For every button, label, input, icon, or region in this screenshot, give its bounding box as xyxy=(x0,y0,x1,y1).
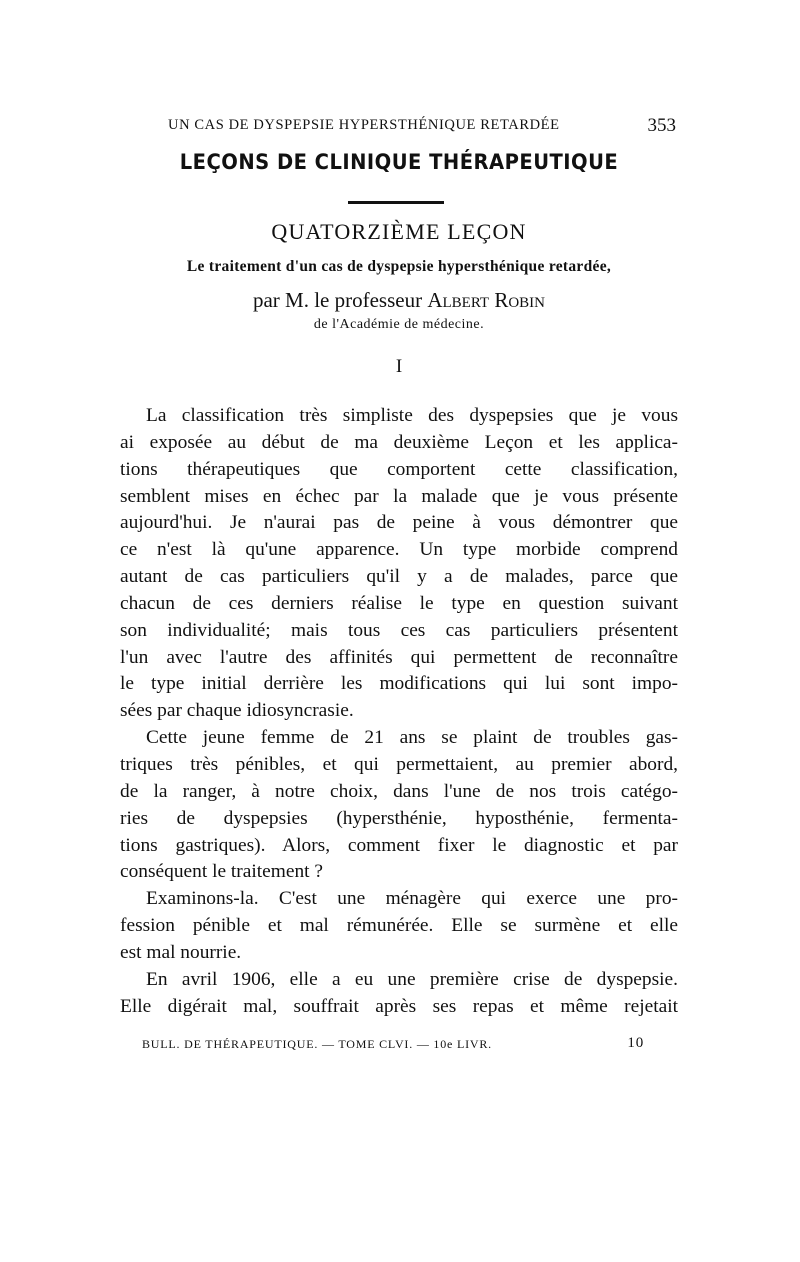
title-divider xyxy=(348,201,444,204)
body-text xyxy=(120,403,678,1020)
section-title: LEÇONS DE CLINIQUE THÉRAPEUTIQUE xyxy=(179,150,619,174)
author-name: Albert Robin xyxy=(427,288,546,312)
text-line: La classification très simpliste des dyspepsies que je vous xyxy=(146,405,678,426)
page-number: 353 xyxy=(647,115,676,136)
book-page xyxy=(120,0,678,1262)
text-line: semblent mises en échec par la malade que je vous présente xyxy=(120,485,678,507)
running-title: UN CAS DE DYSPEPSIE HYPERSTHÉNIQUE RETARDÉE xyxy=(168,117,560,133)
text-line: autant de cas particuliers qu'il y a de malades, parce que xyxy=(120,566,678,588)
text-line: l'un avec l'autre des affinités qui permettent de reconnaître xyxy=(120,646,678,668)
text-line: aujourd'hui. Je n'aurai pas de peine à vous démontrer que xyxy=(120,512,678,534)
text-line: tions thérapeutiques que comportent cette classification, xyxy=(120,458,678,480)
footer-signature: 10 xyxy=(627,1035,644,1051)
text-line: est mal nourrie. xyxy=(120,941,242,963)
text-line: ce n'est là qu'une apparence. Un type morbide comprend xyxy=(120,539,678,561)
text-line: En avril 1906, elle a eu une première crise de dyspepsie. xyxy=(146,968,678,990)
footer-journal: BULL. DE THÉRAPEUTIQUE. — TOME CLVI. — 10e LIVR. xyxy=(142,1037,492,1051)
text-line: Examinons-la. C'est une ménagère qui exerce une pro- xyxy=(146,888,678,910)
text-line: Elle digérait mal, souffrait après ses repas et même rejetait xyxy=(120,995,678,1017)
text-line: de la ranger, à notre choix, dans l'une de nos trois catégo- xyxy=(120,780,678,802)
text-line: sées par chaque idiosyncrasie. xyxy=(120,700,354,722)
author-line xyxy=(120,288,678,313)
text-line: son individualité; mais tous ces cas particuliers présentent xyxy=(120,619,678,641)
text-line: ries de dyspepsies (hypersthénie, hyposthénie, fermenta- xyxy=(120,807,678,829)
author-prefix: par M. le professeur xyxy=(252,288,423,312)
page-footer xyxy=(120,1035,678,1055)
text-line: ai exposée au début de ma deuxième Leçon et les applica- xyxy=(120,431,678,453)
text-line: tions gastriques). Alors, comment fixer le diagnostic et par xyxy=(120,834,678,856)
part-number: I xyxy=(395,356,403,377)
text-line: fession pénible et mal rémunérée. Elle se surmène et elle xyxy=(120,915,678,937)
text-line: Cette jeune femme de 21 ans se plaint de troubles gas- xyxy=(146,727,678,749)
text-line: triques très pénibles, et qui permettaient, au premier abord, xyxy=(120,753,678,775)
running-head xyxy=(120,117,678,137)
text-line: le type initial derrière les modifications qui lui sont impo- xyxy=(120,673,678,695)
lecture-subject: Le traitement d'un cas de dyspepsie hypersthénique retardée, xyxy=(186,258,612,275)
lecture-number: QUATORZIÈME LEÇON xyxy=(271,219,527,244)
text-line: conséquent le traitement ? xyxy=(120,861,323,883)
text-line: chacun de ces derniers réalise le type en question suivant xyxy=(120,592,678,614)
author-affiliation: de l'Académie de médecine. xyxy=(313,317,485,332)
